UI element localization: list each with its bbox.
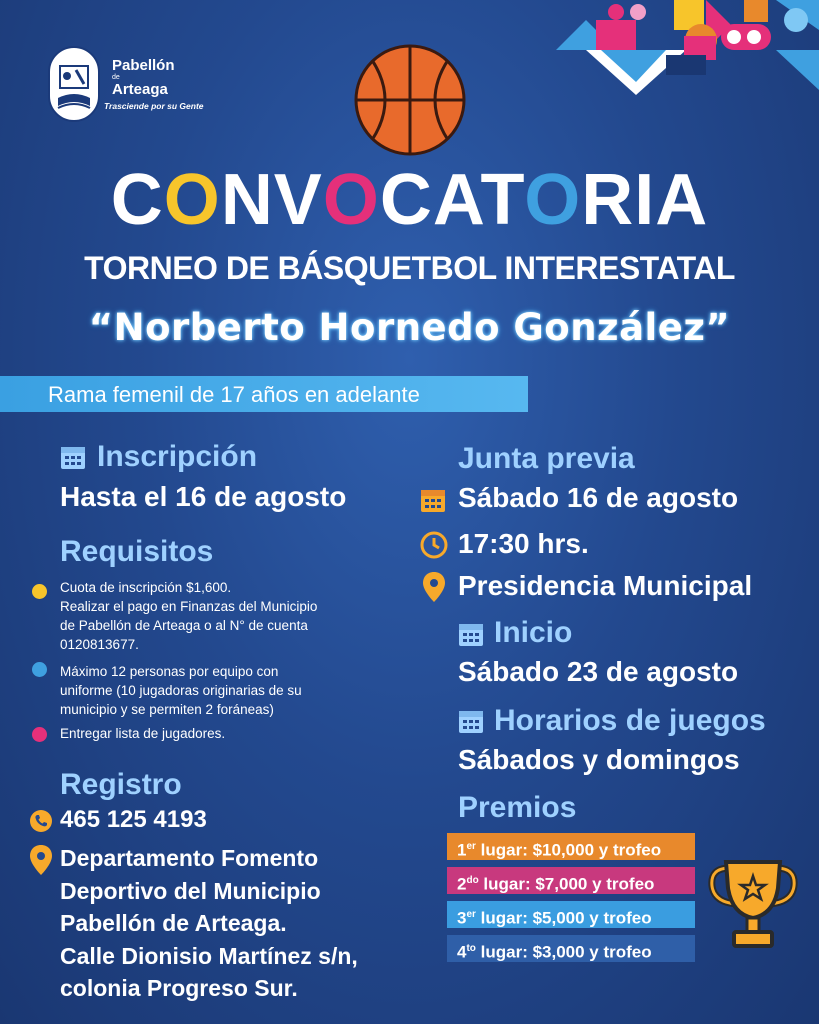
horarios-text: Sábados y domingos (458, 744, 740, 775)
calendar-icon (458, 621, 484, 647)
junta-date: Sábado 16 de agosto (458, 482, 739, 513)
premios-heading: Premios (458, 791, 577, 824)
logo-tagline: Trasciende por su Gente (104, 101, 204, 111)
inscripcion-heading: Inscripción (97, 440, 258, 473)
basketball-icon (354, 44, 466, 156)
requirement-1: Cuota de inscripción $1,600. Realizar el pago en Finanzas del Municipio de Pabellón de Arteaga o al N° de cuenta 0120813677. (60, 580, 318, 652)
tournament-subtitle: TORNEO DE BÁSQUETBOL INTERESTATAL (84, 250, 735, 286)
prize-1: 1er lugar: $10,000 y trofeo (447, 833, 695, 860)
location-pin-icon (423, 572, 445, 602)
bullet-blue (32, 662, 47, 677)
bullet-yellow (32, 584, 47, 599)
requisitos-heading: Requisitos (60, 535, 214, 568)
category-banner (0, 376, 528, 412)
main-title: CONVOCATORIA (110, 160, 709, 240)
requirement-2: Máximo 12 personas por equipo con uniforme (10 jugadoras originarias de su municipio y se permiten 2 foráneas) (60, 664, 302, 717)
junta-time: 17:30 hrs. (458, 528, 589, 559)
crest-icon (50, 48, 98, 120)
logo-name: Pabellón de Arteaga (112, 57, 175, 98)
inicio-date: Sábado 23 de agosto (458, 656, 739, 687)
phone-icon (30, 810, 52, 832)
calendar-icon (420, 487, 446, 513)
registro-address: Departamento Fomento Deportivo del Municipio Pabellón de Arteaga. Calle Dionisio Martínez s/n, colonia Progreso Sur. (60, 845, 358, 1001)
location-pin-icon (30, 845, 52, 875)
decorative-shapes (556, 0, 819, 100)
registro-phone: 465 125 4193 (60, 806, 207, 833)
trophy-icon (706, 858, 800, 950)
prize-2: $2^{do}$ lugar: $7,000 y trofeo (447, 867, 695, 894)
prize-4: $4^{to}$ lugar: $3,000 y trofeo (447, 935, 695, 962)
municipality-logo (48, 46, 100, 122)
inscripcion-deadline: Hasta el 16 de agosto (60, 481, 347, 512)
junta-heading: Junta previa (458, 442, 635, 475)
calendar-icon (458, 708, 484, 734)
bullet-magenta (32, 727, 47, 742)
junta-place: Presidencia Municipal (458, 570, 753, 601)
calendar-icon (60, 444, 86, 470)
requirement-3: Entregar lista de jugadores. (60, 726, 226, 741)
inicio-heading: Inicio (494, 616, 573, 649)
registro-heading: Registro (60, 768, 182, 801)
prize-list (447, 833, 695, 962)
prize-3: 3er lugar: $5,000 y trofeo (447, 901, 695, 928)
category-text: Rama femenil de 17 años en adelante (48, 382, 420, 407)
clock-icon (420, 531, 448, 559)
horarios-heading: Horarios de juegos (494, 704, 766, 737)
tournament-honoree: “Norberto Hornedo González” (88, 306, 731, 349)
